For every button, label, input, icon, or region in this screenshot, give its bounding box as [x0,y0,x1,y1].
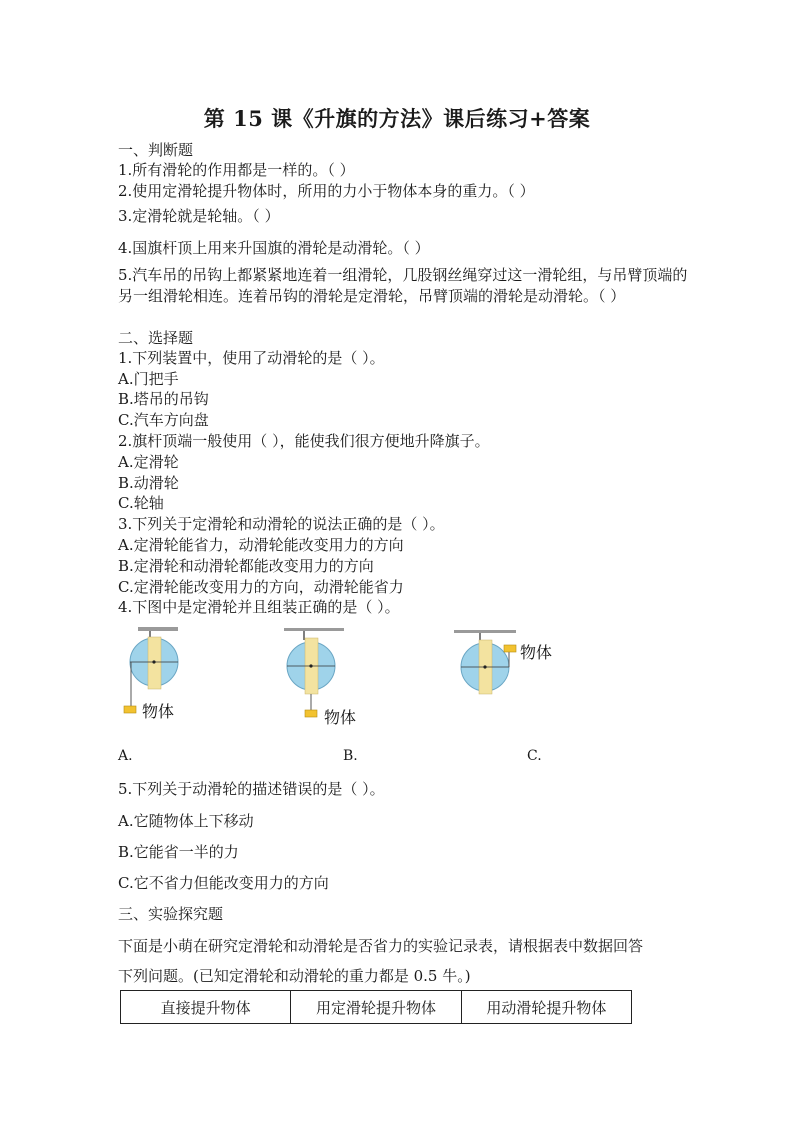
choice-q5-stem: 5.下列关于动滑轮的描述错误的是（ ）。 [118,780,385,798]
choice-q5-option-a: A.它随物体上下移动 [118,812,254,830]
table-header-movable-pulley: 用动滑轮提升物体 [461,991,631,1024]
choice-q2-option-c: C.轮轴 [118,494,164,512]
choice-q5-option-b: B.它能省一半的力 [118,843,239,861]
choice-q1-option-c: C.汽车方向盘 [118,411,209,429]
object-label: 物体 [142,702,175,721]
judge-item-3: 3.定滑轮就是轮轴。（ ） [118,207,280,225]
choice-q3-stem: 3.下列关于定滑轮和动滑轮的说法正确的是（ ）。 [118,515,445,533]
pulley-axle [152,660,155,663]
section3-intro-line2: 下列问题。(已知定滑轮和动滑轮的重力都是 0.5 牛。) [118,967,471,985]
choice-q3-option-a: A.定滑轮能省力，动滑轮能改变用力的方向 [118,536,404,554]
pulley-figure-b [278,624,388,734]
object-block [305,710,317,717]
choice-q3-option-c: C.定滑轮能改变用力的方向，动滑轮能省力 [118,578,404,596]
section3-intro-line1: 下面是小萌在研究定滑轮和动滑轮是否省力的实验记录表，请根据表中数据回答 [118,937,644,955]
object-block [504,645,516,652]
pulley-figure-a [118,622,228,727]
judge-item-2: 2.使用定滑轮提升物体时，所用的力小于物体本身的重力。（ ） [118,182,535,200]
table-header-row [121,991,632,1024]
judge-item-5: 5.汽车吊的吊钩上都紧紧地连着一组滑轮，几股钢丝绳穿过这一滑轮组，与吊臂顶端的另一组滑轮相连。连着吊钩的滑轮是定滑轮，吊臂顶端的滑轮是动滑轮。（ ） [118,266,688,305]
ceiling-beam [454,630,516,633]
object-label: 物体 [520,643,553,662]
ceiling-beam [284,628,344,631]
page-title: 第 15 课《升旗的方法》课后练习+答案 [203,106,591,131]
table-header-direct: 直接提升物体 [121,991,291,1024]
pulley-axle [309,664,312,667]
choice-q4-stem: 4.下图中是定滑轮并且组装正确的是（ ）。 [118,598,400,616]
figure-option-a: A. [118,748,133,764]
choice-q1-stem: 1.下列装置中，使用了动滑轮的是（ ）。 [118,349,385,367]
figure-option-b: B. [343,748,358,764]
ceiling-beam [138,627,178,631]
choice-q3-option-b: B.定滑轮和动滑轮都能改变用力的方向 [118,557,374,575]
choice-q1-option-a: A.门把手 [118,370,179,388]
experiment-record-table [120,990,632,1024]
pulley-axle [483,665,486,668]
figure-option-c: C. [527,748,542,764]
section1-heading: 一、判断题 [118,141,194,159]
table-header-fixed-pulley: 用定滑轮提升物体 [291,991,461,1024]
choice-q1-option-b: B.塔吊的吊钩 [118,390,209,408]
object-label: 物体 [324,708,357,727]
section2-heading: 二、选择题 [118,329,194,347]
choice-q5-option-c: C.它不省力但能改变用力的方向 [118,874,329,892]
choice-q2-option-a: A.定滑轮 [118,453,179,471]
choice-q2-option-b: B.动滑轮 [118,474,179,492]
pulley-figure-c [452,628,572,698]
choice-q2-stem: 2.旗杆顶端一般使用（ ），能使我们很方便地升降旗子。 [118,432,490,450]
object-block [124,706,136,713]
judge-item-1: 1.所有滑轮的作用都是一样的。（ ） [118,161,355,179]
judge-item-4: 4.国旗杆顶上用来升国旗的滑轮是动滑轮。（ ） [118,239,430,257]
section3-heading: 三、实验探究题 [118,905,224,923]
